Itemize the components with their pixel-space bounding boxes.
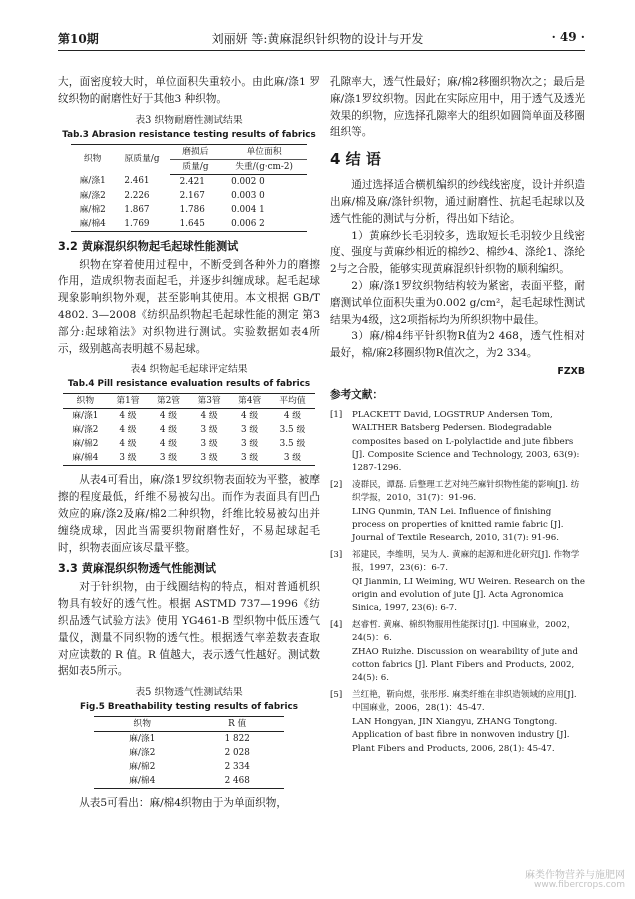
table-cell: 2.226: [124, 190, 150, 201]
references-heading: 参考文献：: [330, 388, 383, 401]
pilling-discussion-paragraph: 从表4可看出，麻/涤1罗纹织物表面较为平整，被摩擦的程度最低，纤维不易被勾出。而作为表面具有凹凸效应的麻/涤2及麻/棉2二种织物，纤维比较易被勾出并缠绕成球，因此当需要织物耐磨性好，不易起球起毛时，织物表面应该尽量平整。: [58, 474, 320, 554]
table-cell: 4 级: [200, 411, 218, 422]
table-cell: 1.769: [114, 217, 169, 232]
table4-header: 平均值: [270, 394, 315, 409]
reference-text: PLACKETT David, LOGSTRUP Andersen Tom, WALTHER Batsberg Pedersen. Biodegradable composites based on L-polylactide and jute fibbers [J]. Composite Science and Technology, 2003, 63(9): 1287-1296.: [352, 409, 580, 474]
table3-header-fabric: 织物: [71, 144, 114, 174]
table-cell: 2.167: [179, 190, 205, 201]
table-cell: 4 级: [241, 411, 259, 422]
table-cell: 0.004 1: [231, 204, 265, 215]
reference-text: 赵睿哲. 黄麻、棉织物服用性能探讨[J]. 中国麻业，2002，24(5)：6.: [352, 619, 576, 644]
section-3-2-heading: 3.2 黄麻混织织物起毛起球性能测试: [58, 239, 239, 253]
table-row: [71, 174, 307, 189]
reference-text-en: LAN Hongyan, JIN Xiangyu, ZHANG Tongtong. Application of bast fibre in nonwoven industry [J]. Plant Fibers and Products, 2006, 28(1): 45-47.: [352, 716, 570, 754]
conclusion-intro-paragraph: 通过选择适合横机编织的纱线线密度，设计并织造出麻/棉及麻/涤针织物，通过耐磨性、抗起毛起球以及透气性能的测试与分析，得出如下结论。: [330, 179, 585, 225]
table3-caption-cn: 表3 织物耐磨性测试结果: [135, 114, 243, 126]
table-cell: 4 级: [283, 411, 302, 422]
breathability-table: [94, 716, 284, 789]
table-cell: 3 级: [148, 451, 189, 466]
table-cell: 麻/涤2: [129, 748, 156, 759]
reference-item: [330, 549, 585, 616]
conclusion-item-3: 3）麻/棉4纬平针织物R值为2 468，透气性相对最好，棉/麻2移圈织物R值次之，为2 334。: [330, 330, 585, 360]
table-cell: 麻/棉2: [72, 439, 99, 450]
table-cell: 1.645: [170, 217, 221, 232]
reference-text-en: LING Qunmin, TAN Lei. Influence of finishing process on properties of knitted ramie fabric [J]. Journal of Textile Research, 2010, 31(7): 91-96.: [352, 506, 564, 544]
table3-header-after: 质量/g: [170, 159, 221, 174]
watermark-cn: 麻类作物营养与施肥网: [525, 870, 625, 881]
journal-mark: FZXB: [557, 365, 585, 377]
table-row: [71, 189, 307, 203]
table4-header: 第2管: [148, 394, 189, 409]
table-cell: 3.5 级: [279, 439, 306, 450]
table-cell: 2 028: [224, 748, 250, 759]
table-cell: 0.003 0: [231, 190, 265, 201]
table5-caption-en: Fig.5 Breathability testing results of fabrics: [80, 702, 298, 713]
table-row: [94, 746, 284, 760]
conclusion-item-1: 1）黄麻纱长毛羽较多，选取短长毛羽较少且线密度、强度与黄麻纱相近的棉纱2、棉纱4、涤纶1、涤纶2与之合股，能够实现黄麻混织针织物的顺利编织。: [330, 229, 585, 276]
table-row: [71, 217, 307, 232]
table-cell: 1.786: [179, 204, 205, 215]
table-row: [63, 437, 315, 451]
table-cell: 麻/涤2: [72, 425, 99, 436]
table3-caption-en: Tab.3 Abrasion resistance testing results of fabrics: [62, 129, 316, 140]
table-cell: 1 822: [224, 734, 250, 745]
table5-caption-cn: 表5 织物透气性测试结果: [135, 687, 243, 699]
reference-text-en: ZHAO Ruizhe. Discussion on wearability of jute and cotton fabrics [J]. Plant Fibers and Products, 2002, 24(5): 6.: [352, 646, 578, 684]
table-row: [63, 409, 315, 424]
reference-text-en: QI Jianmin, LI Weiming, WU Weiren. Research on the origin and evolution of jute [J]. Acta Agronomica Sinica, 1997, 23(6): 6-7.: [352, 576, 585, 614]
table5-header-r: R 值: [190, 717, 284, 732]
breathability-conclusion-paragraph: 孔隙率大，透气性最好；麻/棉2移圈织物次之；最后是麻/涤1罗纹织物。因此在实际应用中，用于透气及透光效果的织物，应选择孔隙率大的组织如圆筒单面及移圈组织等。: [330, 76, 585, 139]
reference-number: [1]: [330, 409, 343, 420]
table-cell: 2 334: [224, 762, 250, 773]
table-cell: 3.5 级: [279, 425, 306, 436]
table-cell: 3 级: [189, 451, 230, 466]
table-cell: 4 级: [159, 411, 178, 422]
table-row: [94, 760, 284, 774]
reference-number: [2]: [330, 479, 343, 490]
table-cell: 3 级: [241, 425, 259, 436]
table-row: [94, 732, 284, 747]
running-title: 刘丽妍 等:黄麻混织针织物的设计与开发: [211, 32, 424, 46]
table-cell: 4 级: [119, 411, 137, 422]
reference-text: 兰红艳，靳向煜，张彤彤. 麻类纤维在非织造领域的应用[J]. 中国麻业，2006，28(1)：45-47.: [352, 689, 577, 714]
table4-header: 第4管: [229, 394, 270, 409]
table-cell: 3 级: [229, 451, 270, 466]
abrasion-table: [71, 144, 307, 232]
watermark-url: www.fibercrops.com: [534, 880, 625, 890]
table-cell: 2.421: [179, 176, 205, 187]
page-number: · 49 ·: [551, 30, 585, 44]
reference-text: 祁建民，李维明，吴为人. 黄麻的起源和进化研究[J]. 作物学报，1997，23(6)：6-7.: [352, 549, 580, 574]
reference-number: [5]: [330, 689, 343, 700]
table-cell: 麻/棉4: [63, 451, 108, 466]
reference-number: [3]: [330, 549, 343, 560]
pilling-table: [63, 393, 315, 466]
table4-header: 第3管: [189, 394, 230, 409]
reference-list: [330, 409, 585, 756]
table4-caption-cn: 表4 织物起毛起球评定结果: [130, 364, 248, 376]
table-cell: 3 级: [270, 451, 315, 466]
table-row: [94, 774, 284, 789]
table-cell: 2 468: [190, 774, 284, 789]
left-column: [58, 74, 320, 812]
abrasion-conclusion-paragraph: 大，面密度较大时，单位面积失重较小。由此麻/涤1 罗纹织物的耐磨性好于其他3 种织物。: [58, 76, 320, 105]
table-cell: 0.002 0: [231, 176, 265, 187]
reference-item: [330, 689, 585, 756]
table3-header-loss-top: 单位面积: [221, 144, 307, 159]
section-3-3-heading: 3.3 黄麻混织织物透气性能测试: [58, 562, 216, 576]
table-cell: 1.867: [124, 204, 150, 215]
breathability-method-paragraph: 对于针织物，由于线圈结构的特点，相对普通机织物具有较好的透气性。根据 ASTMD 737—1996《纺织品透气试验方法》使用 YG461-B 型织物中低压透气量仪，测量不同织物的透气性。根据透气率差数表查取对应读数的 R 值。R 值越大，表示透气性越好。测试数据如表5所示。: [58, 581, 320, 678]
table-cell: 麻/棉2: [79, 204, 106, 215]
table-cell: 麻/涤1: [129, 734, 156, 745]
table-row: [71, 203, 307, 217]
table5-header-fabric: 织物: [94, 717, 190, 732]
reference-item: [330, 479, 585, 546]
reference-number: [4]: [330, 619, 343, 630]
table4-header: 织物: [63, 394, 108, 409]
conclusion-item-2: 2）麻/涤1罗纹织物结构较为紧密，表面平整，耐磨测试单位面积失重为0.002 g/cm²，起毛起球性测试结果为4级，这2项指标均为所织织物中最佳。: [330, 279, 585, 326]
table-cell: 4 级: [159, 425, 178, 436]
table-cell: 0.006 2: [221, 217, 307, 232]
table-cell: 麻/棉4: [94, 774, 190, 789]
table3-header-after-top: 磨损后: [170, 144, 221, 159]
table-cell: 3 级: [108, 451, 149, 466]
issue-number: 第10期: [58, 32, 99, 46]
table-cell: 4 级: [119, 439, 137, 450]
table-cell: 2.461: [124, 176, 150, 187]
right-column: [330, 74, 585, 759]
reference-text: 凌群民，谭磊. 后整理工艺对纯苎麻针织物性能的影响[J]. 纺织学报，2010，31(7)：91-96.: [352, 479, 580, 504]
table-cell: 3 级: [200, 439, 218, 450]
breathability-discussion-paragraph: 从表5可看出：麻/棉4织物由于为单面织物，: [79, 797, 287, 810]
table4-caption-en: Tab.4 Pill resistance evaluation results of fabrics: [67, 379, 311, 390]
reference-item: [330, 619, 585, 686]
table-cell: 4 级: [159, 439, 178, 450]
reference-item: [330, 409, 585, 476]
table-row: [63, 423, 315, 437]
table-cell: 麻/棉2: [129, 762, 156, 773]
section-4-heading: 4 结 语: [330, 150, 381, 169]
table-cell: 3 级: [200, 425, 218, 436]
table-cell: 麻/棉4: [71, 217, 114, 232]
table-cell: 4 级: [119, 425, 137, 436]
table-cell: 麻/涤1: [72, 411, 99, 422]
table3-header-orig: 原质量/g: [114, 144, 169, 174]
pilling-method-paragraph: 织物在穿着使用过程中，不断受到各种外力的磨擦作用，造成织物表面起毛，并逐步纠缠成球。起毛起球现象影响织物外观，甚至影响其使用。本文根据 GB/T 4802. 3—2008《纺织品织物起毛起球性能的测定 第3部分:起球箱法》对织物进行测试。实验数据如表4所示，级别越高表明越不易起球。: [58, 258, 320, 355]
table4-header: 第1管: [108, 394, 149, 409]
table-cell: 麻/涤1: [79, 176, 106, 187]
table-row: [63, 451, 315, 466]
table3-header-loss: 失重/(g·cm-2): [221, 159, 307, 174]
table-cell: 麻/涤2: [79, 190, 106, 201]
table-cell: 3 级: [241, 439, 259, 450]
header-rule: [58, 50, 585, 51]
